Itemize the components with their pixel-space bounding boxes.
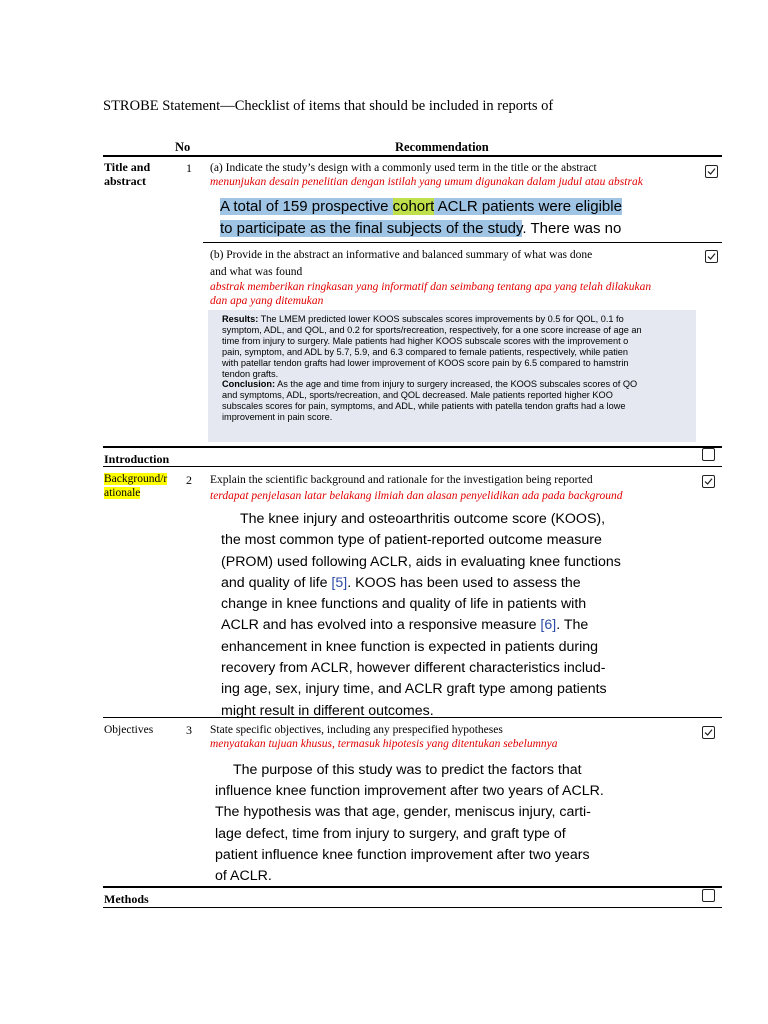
item-2-indonesian: terdapat penjelasan latar belakang ilmiah dan alasan penyelidikan ada pada background bbox=[210, 490, 623, 502]
item-1b-indonesian-line2: dan apa yang ditemukan bbox=[210, 295, 324, 307]
section-methods: Methods bbox=[104, 892, 149, 906]
checked-box-icon[interactable] bbox=[705, 165, 718, 178]
section-rule bbox=[103, 466, 722, 467]
checked-box-icon[interactable] bbox=[705, 250, 718, 263]
col-header-no: No bbox=[175, 140, 191, 154]
section-title-abstract: Title and abstract bbox=[104, 160, 151, 188]
section-objectives: Objectives bbox=[104, 724, 154, 736]
item-1b-indonesian-line1: abstrak memberikan ringkasan yang informatif dan seimbang tentang apa yang telah dilakukan bbox=[210, 281, 652, 293]
checked-box-icon[interactable] bbox=[702, 726, 715, 739]
item-1a-text: (a) Indicate the study’s design with a commonly used term in the title or the abstract bbox=[210, 162, 597, 174]
section-introduction: Introduction bbox=[104, 452, 170, 466]
section-background-rationale: Background/r ationale bbox=[104, 473, 168, 499]
item-1a-indonesian: menunjukan desain penelitian dengan istilah yang umum digunakan dalam judul atau abstrak bbox=[210, 176, 643, 188]
item-number: 1 bbox=[186, 161, 192, 175]
document-title: STROBE Statement—Checklist of items that should be included in reports of bbox=[103, 98, 554, 114]
section-rule bbox=[103, 907, 722, 908]
item-number: 3 bbox=[186, 723, 192, 737]
checked-box-icon[interactable] bbox=[702, 475, 715, 488]
background-snippet: The knee injury and osteoarthritis outcome score (KOOS), the most common type of patient-reported outcome measure (PROM) used following ACLR, aids in evaluating knee functions and quality of life [5]. KOOS has been used to assess the change in knee functions and quality of life in patients with ACLR and has evolved into a responsive measure [6]. The enhancement in knee function is expected in patients during recovery from ACLR, however different characteristics includ- ing age, sex, injury time, and ACLR graft type among patients might result in different outcomes. bbox=[221, 511, 621, 719]
item-number: 2 bbox=[186, 473, 192, 487]
objectives-snippet: The purpose of this study was to predict the factors that influence knee function improvement after two years of ACLR. The hypothesis was that age, gender, meniscus injury, carti- lage defect, time from injury to surgery, and graft type of patient influence knee function improvement after two years of ACLR. bbox=[215, 762, 604, 885]
item-1b-text-line1: (b) Provide in the abstract an informative and balanced summary of what was done bbox=[210, 249, 593, 261]
abstract-results-excerpt: Results: The LMEM predicted lower KOOS subscales scores improvements by 0.5 for QOL, 0.1 fo symptom, ADL, and QOL, and 0.2 for sports/recreation, respectively, for a one score increase of age an time from injury to surgery. Male patients had higher KOOS subscale scores with the improvement o pain, symptom, and ADL by 5.7, 5.9, and 6.3 compared to female patients, respectively, while patien with patellar tendon grafts had lower improvement of KOOS score pain by 6.5 compared to hamstrin tendon grafts. Conclusion: As the age and time from injury to surgery increased, the KOOS subscales scores of QO and symptoms, ADL, sports/recreation, and QOL decreased. Male patients reported higher KOO subscales scores for pain, symptoms, and ADL, while patients with patella tendon grafts had a lowe improvement in pain score. bbox=[208, 310, 696, 442]
empty-box-icon[interactable] bbox=[702, 448, 715, 461]
item-2-text: Explain the scientific background and rationale for the investigation being reported bbox=[210, 474, 593, 486]
item-3-text: State specific objectives, including any prespecified hypotheses bbox=[210, 724, 503, 736]
section-rule bbox=[103, 446, 722, 448]
row-rule bbox=[103, 717, 722, 718]
section-rule bbox=[103, 886, 722, 888]
header-rule bbox=[103, 155, 722, 157]
empty-box-icon[interactable] bbox=[702, 889, 715, 902]
sub-row-rule bbox=[203, 242, 722, 243]
item-3-indonesian: menyatakan tujuan khusus, termasuk hipotesis yang ditentukan sebelumnya bbox=[210, 738, 558, 750]
abstract-snippet-design: A total of 159 prospective cohort ACLR patients were eligible to participate as the final subjects of the study. There was no bbox=[220, 198, 622, 237]
item-1b-text-line2: and what was found bbox=[210, 266, 303, 278]
col-header-recommendation: Recommendation bbox=[395, 140, 489, 154]
